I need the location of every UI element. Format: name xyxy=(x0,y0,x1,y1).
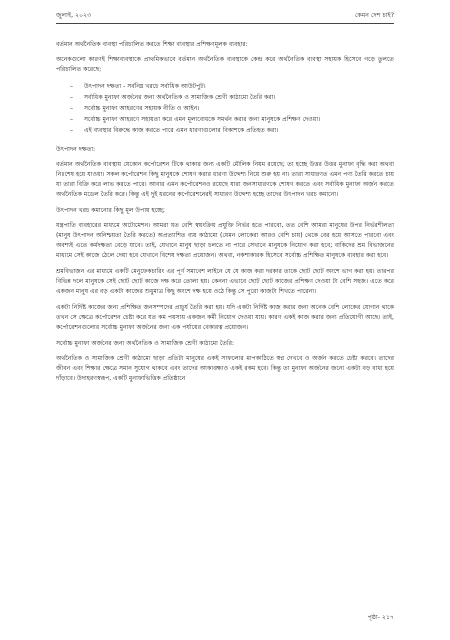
list-item xyxy=(70,81,394,92)
dash-bullet-icon: – xyxy=(70,105,74,112)
list-item-text: সর্বোচ্চ মুনাফা আহরণে সহায়তা করে এমন মূল্যবোধকে সমর্থন করার জন্য মানুষকে প্রশিক্ষণ দেওয়া। xyxy=(84,116,321,123)
list-item xyxy=(70,92,394,103)
dash-bullet-icon: – xyxy=(70,127,74,134)
list-item-text: সর্বোচ্চ মুনাফা আহরণের সহায়ক নীতি ও আইন। xyxy=(84,105,200,112)
dash-bullet-icon: – xyxy=(70,94,74,101)
page-number: পৃষ্ঠা- ২১৭ xyxy=(367,614,394,621)
paragraph: বর্তমান অর্থনৈতিক ব্যবস্থায় যেকোন কর্পোরেশন টিকে থাকার জন্য একটি মৌলিক নিয়ম রয়েছে; তা হচ্ছে উত্তর উত্তর মুনাফা বৃদ্ধি করা অথবা নিঃশেষ হয়ে যাওয়া। সকল কর্পোরেশন কিছু মানুষকে শোষণ করার ধারণা উদ্দেশ্য নিয়ে শুরু হয় না। তারা সাধারণত এমন পণ্য তৈরি করতে চায় যা তারা বিক্রি করে লাভ করতে পারে। আবার এমন কর্পোরেশনও রয়েছে যারা জনসাধারণকে শোষণ করতে এবং সর্বাধিক মুনাফা অর্জন করতে অর্থনৈতিক মডেল তৈরি করে। কিন্তু এই দুই ধরনের কর্পোরেশনেরই সাধারণ উদ্দেশ্য হচ্ছে তাদের উৎপাদন খরচ কমানো। xyxy=(56,161,394,198)
section-heading: উৎপাদন দক্ষতা: xyxy=(56,146,96,153)
section-heading: বর্তমান অর্থনৈতিক ব্যবস্থা পরিচালিত করতে শিক্ষা ব্যবস্থার প্রশিক্ষণমূলক ব্যবহার: xyxy=(56,41,248,48)
list-item-text: এই ব্যবস্থার বিরুদ্ধে কাজ করতে পারে এমন ধারণাগুলোর বিকাশকে প্রতিহত করা। xyxy=(84,127,279,134)
section-heading: সর্বোচ্চ মুনাফা অর্জনের জন্য অর্থনৈতিক ও সামাজিক শ্রেণী কাঠামো তৈরি: xyxy=(56,340,235,347)
header-date: জুলাই, ২০২৩ xyxy=(56,12,92,19)
goals-list xyxy=(56,81,394,136)
section-heading: উৎপাদন খরচ কমানোর কিছু মূল উপায় হচ্ছে; xyxy=(56,207,165,214)
list-item-text: উৎপাদন দক্ষতা - সর্বনিম্ন খরচে সর্বাধিক আউটপুট। xyxy=(84,83,206,90)
list-item-text: সর্বাধিক মুনাফা অর্জনের জন্য অর্থনৈতিক ও সামাজিক শ্রেণী কাঠামো তৈরি করা। xyxy=(84,94,276,101)
dash-bullet-icon: – xyxy=(70,116,74,123)
dash-bullet-icon: – xyxy=(70,83,74,90)
paragraph: অনেকগুলো কারণই শিক্ষাব্যবস্থাকে প্রাথমিকভাবে বর্তমান অর্থনৈতিক ব্যবস্থাকে কেন্দ্র করে অর্থনৈতিক ব্যবস্থা সহায়ক হিসেবে গড়ে তুলতে পরিচালিত করেছে: xyxy=(56,56,394,73)
list-item xyxy=(70,103,394,114)
header-divider xyxy=(56,23,394,24)
paragraph: যন্ত্রপাতি ব্যবহারের মাধ্যমে অটোমেশন। আমরা যত বেশি স্বয়ংক্রিয় প্রযুক্তি নির্ভর হতে পারবো, তত বেশি আমরা মানুষের উপর নির্ভরশীলতা (মানুষ উৎপাদন অনিশ্চয়তা তৈরি করতে) অপ্রত্যাশিত ব্যয় কাঠামো (যেমন লোকেরা আরও বেশি চায়) থেকে বের হয়ে আসতে পারবো এবং অবশ্যই এতে কর্মদক্ষতা বেড়ে যাবে। তাই, যেখানে মানুষ ছাড়া চলতে না পারে সেখানে মানুষকে নিয়োগ করা হবে; বাকিদের শ্রম বিভাজনের মাধ্যমে সেই কাজে ঠেলে দেয়া হবে যেখানে বিশেষ দক্ষতা প্রয়োজন। অথবা, নকশাকারক হিসেবে সর্বোচ্চ প্রশিক্ষিত মানুষকে ব্যবহার করা হবে। xyxy=(56,222,394,259)
header-journal-title: কেমন দেশ চাই? xyxy=(355,12,394,19)
paragraph: শ্রমবিভাজন এর মাধ্যমে একটি মেনুফেকচারিং এর পূর্ণ সমাবেশ লাইনে যে যে কাজ করা দরকার তাকে ছোট ছোট অংশে ভাগ করা হয়। তারপর বিভিন্ন দলে মানুষকে সেই ছোট ছোট কাজে দক্ষ করে তোলা হয়। কেননা এভাবে ছোট ছোট কাজের প্রশিক্ষণ দেওয়া টা বেশি সহজ। এতে করে একজন মানুষ এর বড় একটা কাজের শুধুমাত্র কিছু অংশে দক্ষ হয়ে ওঠে কিন্তু সে পুরো কাজটা শিখতে পারেনা। xyxy=(56,268,394,295)
list-item xyxy=(70,114,394,125)
paragraph: অর্থনৈতিক ও সামাজিক শ্রেণী কাঠামো ছাড়া প্রতিটা মানুষের একই সাফল্যের মাপকাঠিতে স্বপ্ন দেখবে ও অর্জন করতে চেষ্টা করবে। তাদের জীবন এবং শিক্ষার ক্ষেত্রে সমান সুযোগ থাকবে এবং তাদের আকাঙ্ক্ষাও একই রকম হবে। কিন্তু তা মুনাফা অর্জনের জন্যে একটা বড় বাধা হয়ে দাঁড়াবে। উদাহরণস্বরূপ, একটি মুনাফাভিত্তিক প্রতিষ্ঠানে xyxy=(56,355,394,382)
paragraph: একটা নির্দিষ্ট কাজের জন্য প্রশিক্ষিত জনসম্পদের প্রাচুর্য তৈরি করা হয়। যদি একটা নির্দিষ্ট কাজ করার জন্য অনেক বেশি লোকের যোগান থাকে তখন সে ক্ষেত্রে কর্পোরেশন চেষ্টা করে যত কম পয়সায় একজন কর্মী নিয়োগ দেওয়া যায়। কারণ একই কাজ করার জন্য প্রতিযোগী আছে। তাই, কর্পোরেশনগুলোর সর্বোচ্চ মুনাফা অর্জনের জন্য এক পর্যায়ের বেকারত্ব প্রয়োজন। xyxy=(56,304,394,331)
document-body xyxy=(56,40,394,390)
list-item xyxy=(70,125,394,136)
